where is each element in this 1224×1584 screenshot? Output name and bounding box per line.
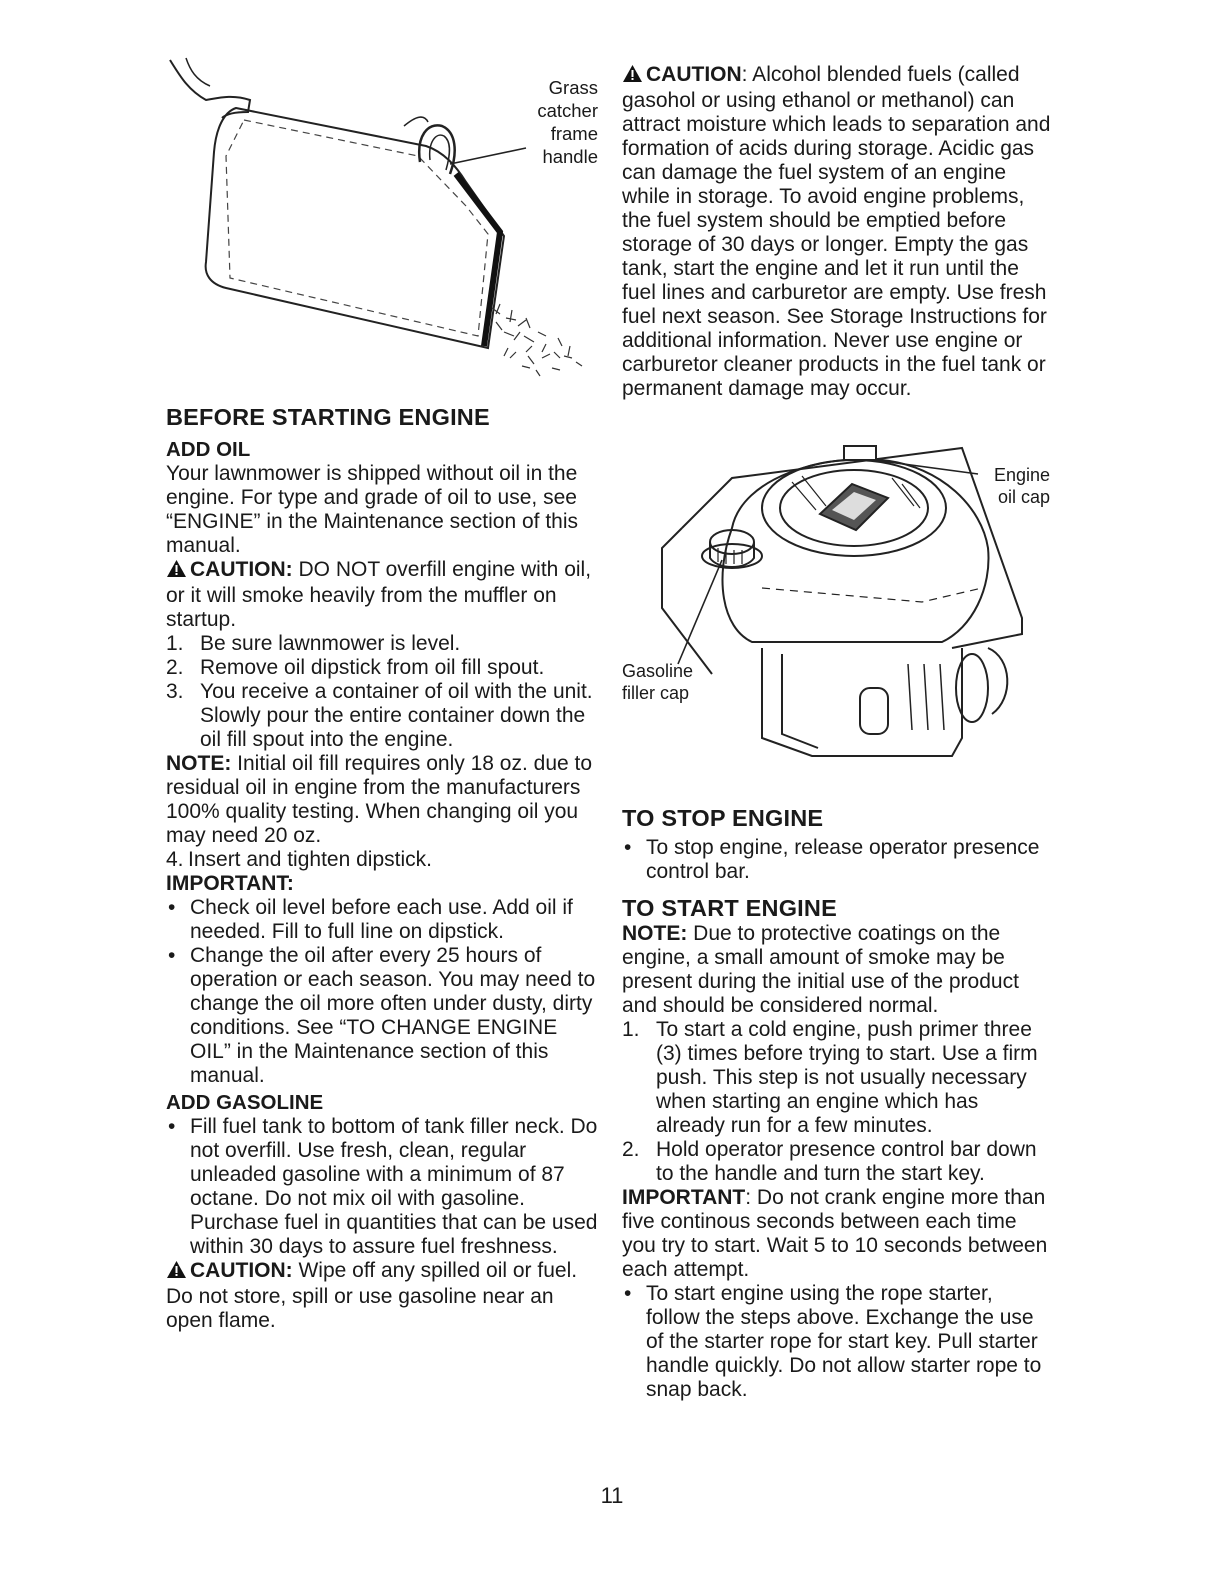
bullet-dot: •	[168, 944, 176, 967]
caption-line: catcher	[537, 100, 598, 121]
caution-label: CAUTION:	[190, 1259, 293, 1282]
to-stop-engine-title: TO STOP ENGINE	[622, 805, 824, 831]
caption-line: filler cap	[622, 683, 690, 703]
important-label: IMPORTANT:	[166, 872, 294, 895]
gasoline-caution	[166, 1259, 598, 1333]
step-text: Insert and tighten dipstick.	[188, 848, 432, 871]
caution-text: DO NOT overfill engine with oil, or it will smoke heavily from the muffler on startup.	[166, 558, 592, 631]
start-step	[622, 1018, 1052, 1138]
gasoline-bullet	[166, 1115, 598, 1259]
bullet-text: To start engine using the rope starter, follow the steps above. Exchange the use of the starter rope for start key. Pull starter handle quickly. Do not allow starter rope to snap back.	[646, 1282, 1042, 1401]
warning-triangle-icon	[622, 64, 643, 89]
warning-triangle-icon	[166, 1260, 187, 1285]
caption-line: Engine	[993, 465, 1050, 485]
caution-text: : Alcohol blended fuels (called gasohol or using ethanol or methanol) can attract moisture which leads to separation and formation of acids during storage. Acidic gas can damage the fuel system of an engine while in storage. To avoid engine problems, the fuel system should be emptied before storage of 30 days or longer. Empty the gas tank, start the engine and let it run until the fuel lines and carburetor are empty. Use fresh fuel next season. See Storage Instructions for additional information. Never use engine or carburetor cleaner products in the fuel tank or permanent damage may occur.	[622, 63, 1051, 400]
step-text: You receive a container of oil with the unit. Slowly pour the entire container down the oil fill spout into the engine.	[200, 680, 593, 751]
caution-label: CAUTION	[646, 63, 742, 86]
caption-line: Gasoline	[622, 661, 694, 681]
oil-bullet	[166, 896, 598, 944]
page-number: 11	[600, 1483, 624, 1508]
to-start-engine-title: TO START ENGINE	[622, 895, 837, 921]
add-oil-caution	[166, 558, 598, 632]
caution-label: CAUTION:	[190, 558, 293, 581]
bullet-dot: •	[168, 1115, 176, 1138]
bullet-dot: •	[624, 1282, 632, 1305]
note-text: Due to protective coatings on the engine, a small amount of smoke may be present during the initial use of the product and should be considered normal.	[622, 922, 1019, 1017]
warning-triangle-icon	[166, 559, 187, 584]
note-label: NOTE:	[166, 752, 232, 775]
oil-step	[166, 680, 598, 752]
step-text: Remove oil dipstick from oil fill spout.	[200, 656, 545, 679]
note-label: NOTE:	[622, 922, 688, 945]
oil-bullet	[166, 944, 598, 1088]
caption-line: frame	[550, 123, 598, 144]
important-label: IMPORTANT	[622, 1186, 746, 1209]
add-gasoline-heading: ADD GASOLINE	[166, 1091, 324, 1114]
engine-figure	[622, 438, 1058, 758]
step-number: 1.	[622, 1018, 640, 1041]
before-starting-engine-title: BEFORE STARTING ENGINE	[166, 404, 490, 430]
grass-catcher-figure	[166, 56, 598, 386]
step-number: 1.	[166, 632, 184, 655]
step-number: 4.	[166, 848, 184, 871]
bullet-text: Check oil level before each use. Add oil if needed. Fill to full line on dipstick.	[190, 896, 573, 943]
start-important	[622, 1186, 1052, 1282]
caption-line: handle	[542, 146, 598, 167]
oil-step	[166, 656, 598, 680]
caution-text: Wipe off any spilled oil or fuel. Do not store, spill or use gasoline near an open flame.	[166, 1259, 578, 1332]
important-text: : Do not crank engine more than five continous seconds between each time you try to start. Wait 5 to 10 seconds between each attempt.	[622, 1186, 1048, 1281]
add-oil-heading: ADD OIL	[166, 438, 251, 461]
oil-note	[166, 752, 598, 848]
bullet-dot: •	[624, 836, 632, 859]
bullet-text: To stop engine, release operator presence control bar.	[646, 836, 1040, 883]
stop-bullet	[622, 836, 1052, 884]
start-note	[622, 922, 1052, 1018]
bullet-text: Fill fuel tank to bottom of tank filler neck. Do not overfill. Use fresh, clean, regular unleaded gasoline with a minimum of 87 octane. Do not mix oil with gasoline. Purchase fuel in quantities that can be used within 30 days to assure fuel freshness.	[190, 1115, 598, 1258]
step-number: 2.	[622, 1138, 640, 1161]
add-oil-intro: Your lawnmower is shipped without oil in the engine. For type and grade of oil to use, see “ENGINE” in the Maintenance section of this manual.	[166, 462, 579, 557]
engine-oil-cap-caption	[986, 464, 1050, 508]
step-text: To start a cold engine, push primer three (3) times before trying to start. Use a firm push. This step is not usually necessary when starting an engine which has already run for a few minutes.	[656, 1018, 1038, 1137]
caption-line: Grass	[548, 77, 598, 98]
start-bullet	[622, 1282, 1052, 1402]
gasoline-filler-cap-caption	[622, 660, 693, 704]
step-number: 3.	[166, 680, 184, 703]
oil-step	[166, 848, 598, 872]
oil-step	[166, 632, 598, 656]
alcohol-fuel-caution	[622, 63, 1052, 401]
bullet-text: Change the oil after every 25 hours of operation or each season. You may need to change the oil more often under dusty, dirty conditions. See “TO CHANGE ENGINE OIL” in the Maintenance section of this manual.	[190, 944, 596, 1087]
step-number: 2.	[166, 656, 184, 679]
step-text: Be sure lawnmower is level.	[200, 632, 461, 655]
grass-catcher-illustration	[166, 56, 598, 386]
bullet-dot: •	[168, 896, 176, 919]
caption-line: oil cap	[997, 487, 1050, 507]
step-text: Hold operator presence control bar down to the handle and turn the start key.	[656, 1138, 1037, 1185]
start-step	[622, 1138, 1052, 1186]
grass-catcher-caption	[537, 76, 598, 168]
note-text: Initial oil fill requires only 18 oz. due to residual oil in engine from the manufacturers 100% quality testing. When changing oil you may need 20 oz.	[166, 752, 593, 847]
